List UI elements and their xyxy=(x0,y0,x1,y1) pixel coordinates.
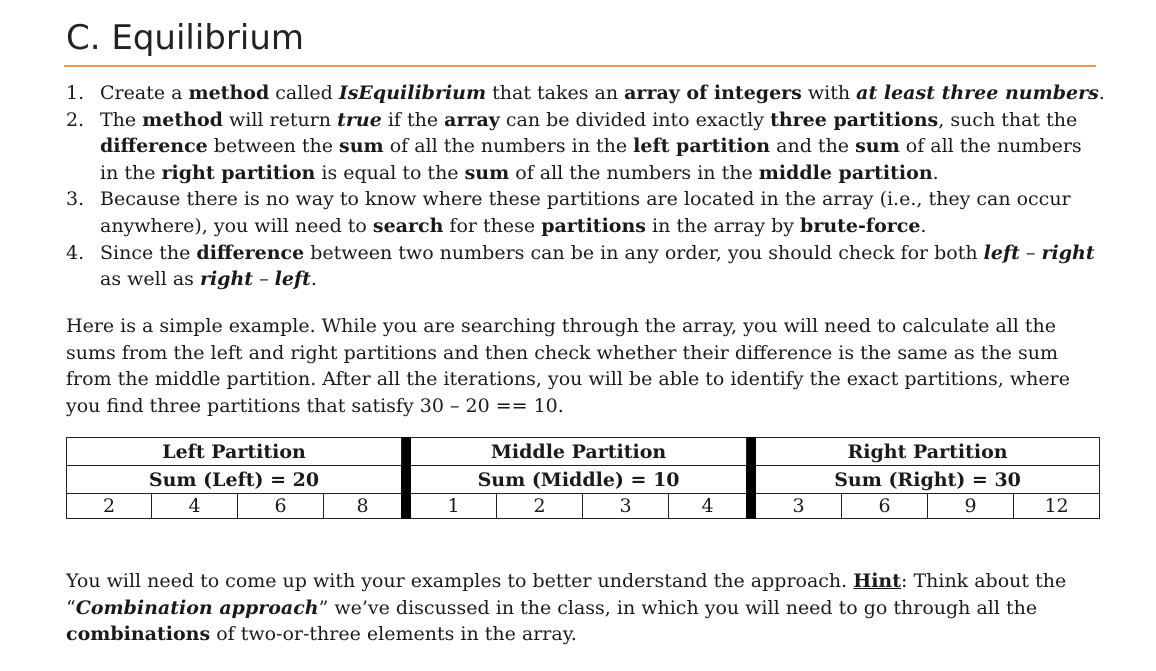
array-cell: 8 xyxy=(324,494,402,519)
array-cell: 4 xyxy=(669,494,747,519)
array-cell: 6 xyxy=(238,494,324,519)
list-item-text: Because there is no way to know where these partitions are located in the array (i.e., they can occur anywhere), you will need to search for these partitions in the array by brute-force. xyxy=(100,188,1071,237)
list-item-number: 4. xyxy=(66,241,85,264)
array-cell: 3 xyxy=(583,494,669,519)
array-cell: 4 xyxy=(152,494,238,519)
list-item xyxy=(66,80,1106,107)
list-item-text: Since the difference between two numbers can be in any order, you should check for both left – right as well as right – left. xyxy=(100,241,1095,291)
array-cell: 2 xyxy=(497,494,583,519)
array-cell: 1 xyxy=(411,494,497,519)
list-item-text: Create a method called IsEquilibrium that takes an array of integers with at least three numbers. xyxy=(100,82,1105,104)
list-item-number: 3. xyxy=(66,188,85,211)
list-item xyxy=(66,186,1106,239)
right-partition-sum: Sum (Right) = 30 xyxy=(756,466,1100,494)
list-item-number: 1. xyxy=(66,82,85,104)
right-partition-header: Right Partition xyxy=(756,438,1100,466)
array-cell: 9 xyxy=(928,494,1014,519)
array-cell: 12 xyxy=(1014,494,1100,519)
example-paragraph: Here is a simple example. While you are searching through the array, you will need to calculate all the sums from the left and right partitions and then check whether their difference is the same as the sum from the middle partition. After all the iterations, you will be able to identify the exact partitions, where you find three partitions that satisfy 30 – 20 == 10. xyxy=(66,315,1070,417)
array-cell: 6 xyxy=(842,494,928,519)
middle-partition-header: Middle Partition xyxy=(411,438,747,466)
partition-separator xyxy=(747,438,756,519)
list-item xyxy=(66,107,1106,187)
section-title: C. Equilibrium xyxy=(66,18,304,58)
left-partition-sum: Sum (Left) = 20 xyxy=(67,466,402,494)
left-partition-header: Left Partition xyxy=(67,438,402,466)
list-item-text: The method will return true if the array can be divided into exactly three partitions, such that the difference between the sum of all the numbers in the left partition and the sum of all the numbers in the right partition is equal to the sum of all the numbers in the middle partition. xyxy=(100,108,1082,184)
list-item xyxy=(66,240,1106,293)
title-underline xyxy=(64,65,1096,67)
partition-table xyxy=(66,437,1100,519)
partition-separator xyxy=(402,438,411,519)
array-cell: 3 xyxy=(756,494,842,519)
requirements-list xyxy=(66,80,1106,293)
hint-paragraph: You will need to come up with your examples to better understand the approach. Hint: Think about the “Combination approach” we’ve discussed in the class, in which you will need to go through all the combinations of two-or-three elements in the array. xyxy=(66,570,1067,646)
array-cell: 2 xyxy=(67,494,152,519)
middle-partition-sum: Sum (Middle) = 10 xyxy=(411,466,747,494)
list-item-number: 2. xyxy=(66,108,85,131)
